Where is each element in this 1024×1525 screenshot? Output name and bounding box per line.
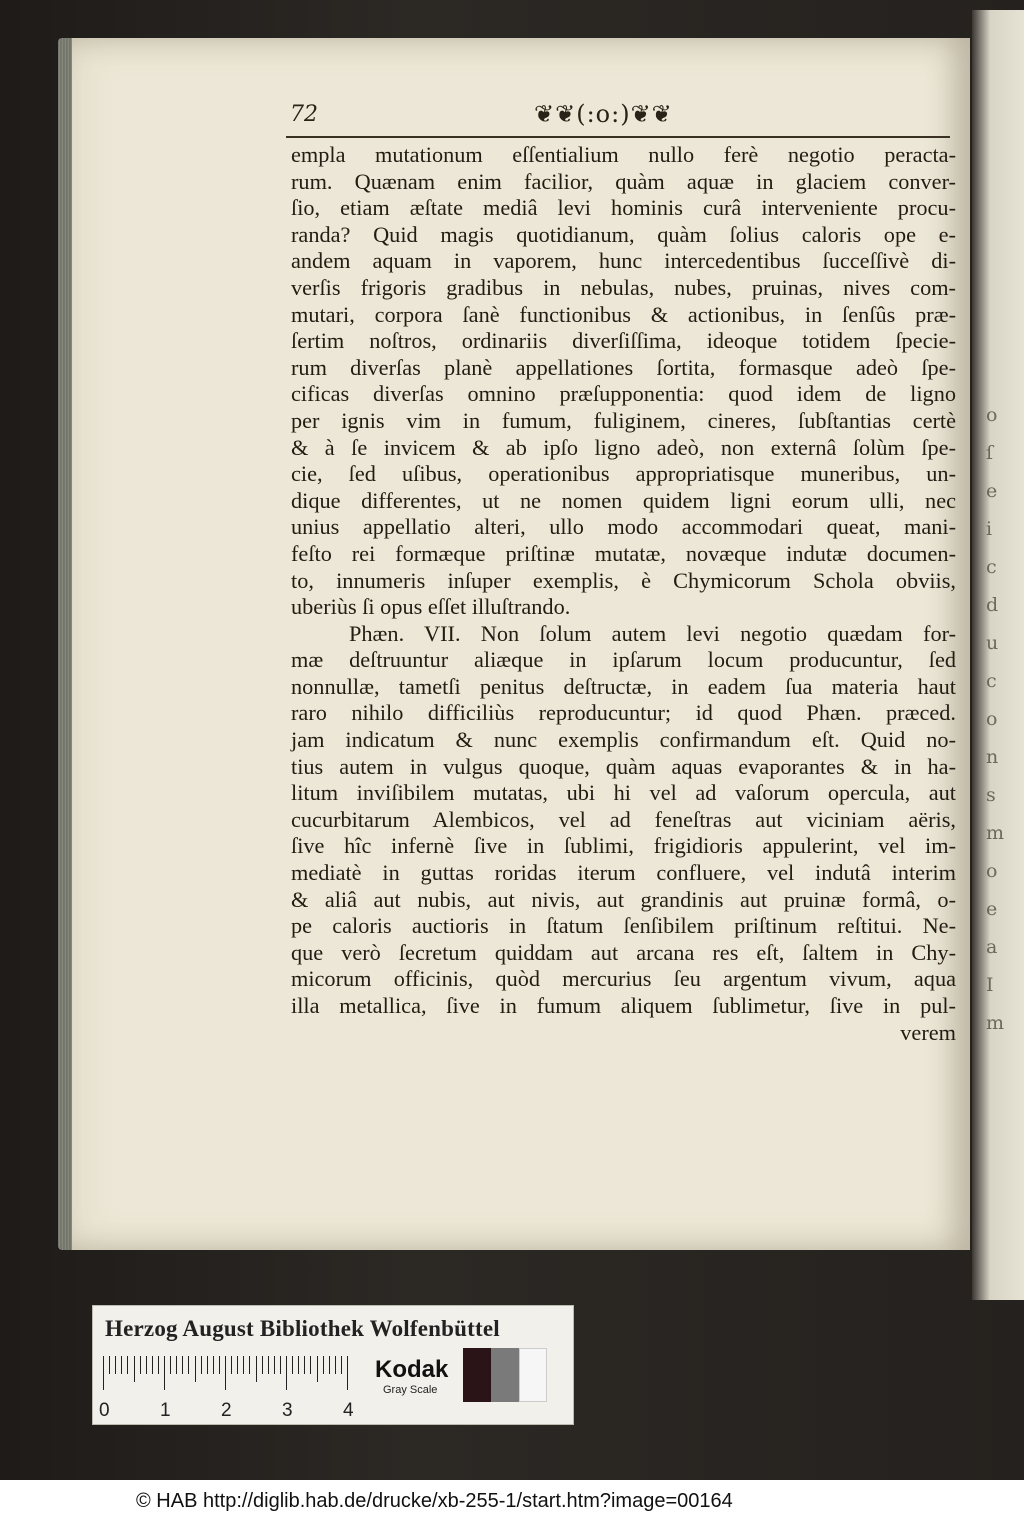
ruler-tick (176, 1356, 177, 1374)
ruler-tick (188, 1356, 189, 1374)
text-line: mediatè in guttas roridas iterum confluere, vel indutâ interim (291, 860, 956, 886)
ruler-tick (158, 1356, 159, 1374)
text-line: jam indicatum & nunc exemplis confirmandum eſt. Quid no- (291, 727, 956, 753)
white-swatch (519, 1348, 547, 1402)
ruler-tick (231, 1356, 232, 1374)
ruler-tick (219, 1356, 220, 1374)
ruler-number: 3 (282, 1400, 293, 1421)
text-line: que verò ſecretum quiddam aut arcana res eſt, ſaltem in Chy- (291, 939, 956, 965)
ruler-tick (109, 1356, 110, 1374)
ruler-tick (280, 1356, 281, 1374)
facing-page-edge (972, 10, 1024, 1300)
ruler-tick (335, 1356, 336, 1374)
ruler-number: 2 (221, 1400, 232, 1421)
facing-page-fragment: i (986, 518, 993, 540)
text-line: feſto rei formæque priſtinæ mutatæ, novæque indutæ documen- (291, 540, 956, 566)
ruler-tick (195, 1356, 196, 1382)
ruler-tick (292, 1356, 293, 1374)
facing-page-fragment: s (986, 784, 996, 806)
ruler-tick (237, 1356, 238, 1374)
ruler-tick (121, 1356, 122, 1374)
ruler-tick (134, 1356, 135, 1382)
ruler-tick (304, 1356, 305, 1374)
header-rule (286, 136, 950, 138)
ruler-tick (274, 1356, 275, 1374)
library-name: Herzog August Bibliothek Wolfenbüttel (105, 1316, 500, 1341)
facing-page-fragment: o (986, 860, 998, 882)
ruler-tick (140, 1356, 141, 1374)
ruler-tick (213, 1356, 214, 1374)
ruler-tick (243, 1356, 244, 1374)
gray-swatch (491, 1348, 519, 1402)
running-header (286, 98, 950, 134)
text-line: mutari, corpora ſanè functionibus & actionibus, in ſenſûs præ- (291, 301, 956, 327)
ruler-tick (317, 1356, 318, 1382)
ruler-tick (249, 1356, 250, 1374)
text-line: cie, ſed uſibus, operationibus appropriatisque muneribus, un- (291, 461, 956, 487)
copyright-notice: © HAB http://diglib.hab.de/drucke/xb-255-1/start.htm?image=00164 (136, 1490, 733, 1512)
facing-page-fragment: u (986, 632, 999, 654)
ruler-tick (207, 1356, 208, 1374)
text-line: verſis frigoris gradibus in nebulas, nubes, pruinas, nives com- (291, 274, 956, 300)
text-line: ſertim noſtros, ordinariis diverſiſſima, ideoque totidem ſpecie- (291, 328, 956, 354)
facing-page-fragment: e (986, 480, 998, 502)
ruler-tick (262, 1356, 263, 1374)
catchword: verem (900, 1019, 956, 1045)
text-line: tius autem in vulgus quoque, quàm aquas evaporantes & in ha- (291, 753, 956, 779)
ruler (99, 1356, 358, 1421)
text-line: litum inviſibilem mutatas, ubi hi vel ad vaſorum opercula, aut (291, 780, 956, 806)
facing-page-fragment: d (986, 594, 999, 616)
text-line: ſive hîc infernè ſive in ſublimi, frigidioris appulerint, vel im- (291, 833, 956, 859)
text-line: to, innumeris inſuper exemplis, è Chymicorum Schola obviis, (291, 567, 956, 593)
facing-page-fragment: I (986, 974, 994, 996)
footer (0, 1480, 1024, 1525)
ruler-tick (152, 1356, 153, 1374)
text-line: micorum officinis, quòd mercurius ſeu argentum vivum, aqua (291, 966, 956, 992)
ruler-tick (256, 1356, 257, 1382)
text-line: & à ſe invicem & ab ipſo ligno adeò, non externâ ſolùm ſpe- (291, 434, 956, 460)
gray-scale-label: Gray Scale (383, 1384, 438, 1396)
text-line: cificas diverſas omnino præſupponentia: quod idem de ligno (291, 381, 956, 407)
facing-page-fragment: ſ (986, 442, 994, 464)
ruler-tick (298, 1356, 299, 1374)
ruler-tick (286, 1356, 287, 1390)
text-line: & aliâ aut nubis, aut nivis, aut grandinis aut pruinæ formâ, o- (291, 886, 956, 912)
facing-page-fragment: o (986, 404, 998, 426)
text-line: cucurbitarum Alembicos, vel ad feneſtras aut viciniam aëris, (291, 806, 956, 832)
ruler-tick (146, 1356, 147, 1374)
kodak-logo: Kodak (375, 1356, 449, 1383)
color-calibration-bar (92, 1305, 574, 1425)
page-number: 72 (290, 102, 318, 127)
facing-page-fragment: c (986, 556, 997, 578)
ruler-number: 0 (99, 1400, 110, 1421)
text-line: unius appellatio alteri, ullo modo accommodari queat, mani- (291, 514, 956, 540)
facing-page-fragment: m (986, 822, 1005, 844)
text-line: raro nihilo difficiliùs reproducuntur; id quod Phæn. præced. (291, 700, 956, 726)
text-line: mæ deſtruuntur aliæque in ipſarum locum producuntur, ſed (291, 647, 956, 673)
text-line: empla mutationum eſſentialium nullo ferè negotio peracta- (291, 142, 956, 167)
facing-page-fragment: o (986, 708, 998, 730)
ruler-tick (115, 1356, 116, 1374)
ruler-tick (329, 1356, 330, 1374)
facing-page-fragment: c (986, 670, 997, 692)
ruler-tick (323, 1356, 324, 1374)
text-line: rum. Quænam enim facilior, quàm aquæ in glaciem conver- (291, 168, 956, 194)
ruler-tick (201, 1356, 202, 1374)
ruler-tick (164, 1356, 165, 1390)
text-line: illa metallica, ſive in fumum aliquem ſublimetur, ſive in pul- (291, 993, 956, 1018)
ruler-tick (268, 1356, 269, 1374)
ruler-tick (225, 1356, 226, 1390)
ruler-number: 4 (343, 1400, 354, 1421)
text-line: Phæn. VII. Non ſolum autem levi negotio quædam for- (349, 620, 956, 646)
text-line: rum diverſas planè appellationes ſortita, formasque adeò ſpe- (291, 354, 956, 380)
ruler-tick (182, 1356, 183, 1374)
text-line: per ignis vim in fumum, fuliginem, cineres, ſubſtantias certè (291, 407, 956, 433)
black-swatch (463, 1348, 491, 1402)
text-line: randa? Quid magis quotidianum, quàm ſolius caloris ope e- (291, 221, 956, 247)
ruler-tick (310, 1356, 311, 1374)
text-line: andem aquam in vaporem, hunc intercedentibus ſucceſſivè di- (291, 248, 956, 274)
facing-page-fragment: m (986, 1012, 1005, 1034)
text-line: nonnullæ, tametſi penitus deſtructæ, in eadem ſua materia haut (291, 673, 956, 699)
ruler-tick (347, 1356, 348, 1390)
ruler-tick (170, 1356, 171, 1374)
ruler-tick (127, 1356, 128, 1374)
body-text (291, 142, 956, 1046)
text-line: ſio, etiam æſtate mediâ levi hominis curâ interveniente procu- (291, 195, 956, 221)
ruler-tick (103, 1356, 104, 1390)
ruler-number: 1 (160, 1400, 171, 1421)
text-line: uberiùs ſi opus eſſet illuſtrando. (291, 594, 571, 620)
facing-page-fragment: n (986, 746, 999, 768)
header-ornament: ❦❦(:o:)❦❦ (534, 100, 673, 128)
facing-page-fragment: a (986, 936, 998, 958)
text-line: dique differentes, ut ne nomen quidem ligni eorum ulli, nec (291, 487, 956, 513)
text-line: pe caloris auctioris in ſtatum ſenſibilem priſtinum reſtitui. Ne- (291, 913, 956, 939)
ruler-tick (341, 1356, 342, 1374)
facing-page-fragment: e (986, 898, 998, 920)
